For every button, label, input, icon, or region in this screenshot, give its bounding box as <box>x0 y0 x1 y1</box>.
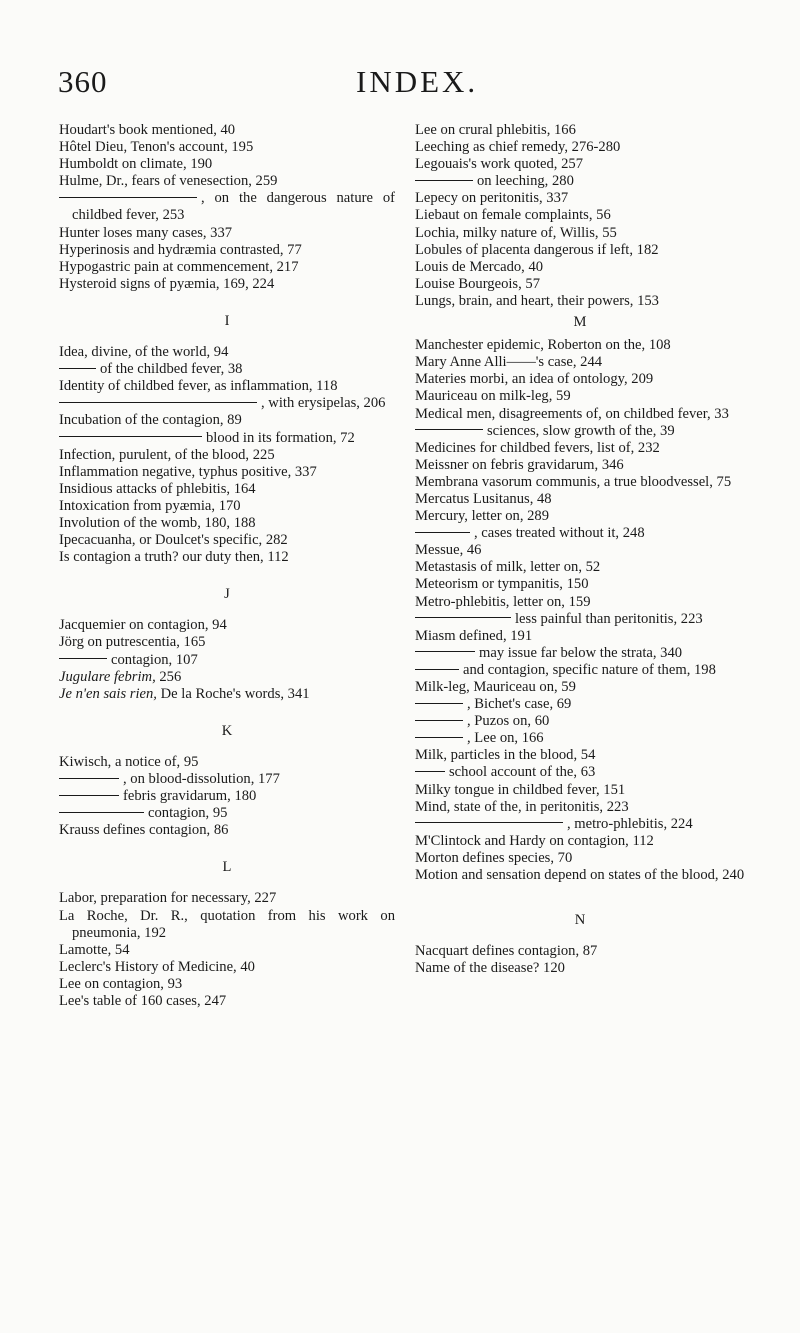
index-entry: Hunter loses many cases, 337 <box>59 224 233 241</box>
page-header <box>0 64 800 104</box>
index-entry: Membrana vasorum communis, a true bloodvessel, 75 <box>415 473 732 490</box>
index-entry: Idea, divine, of the world, 94 <box>59 344 229 361</box>
index-entry: Name of the disease? 120 <box>415 960 565 977</box>
section-letter: L <box>222 859 232 876</box>
index-entry: Lee on crural phlebitis, 166 <box>415 122 576 138</box>
index-column-left <box>59 122 395 1010</box>
index-entry: Metro-phlebitis, letter on, 159 <box>415 593 591 610</box>
index-subentry: may issue far below the strata, 340 <box>415 645 745 662</box>
index-entry: Is contagion a truth? our duty then, 112 <box>59 549 289 566</box>
index-subentry: , Lee on, 166 <box>415 730 745 747</box>
ditto-dash <box>415 651 475 652</box>
index-entry: Jacquemier on contagion, 94 <box>59 617 227 634</box>
ditto-dash <box>415 617 511 618</box>
section-spacer <box>59 839 395 859</box>
index-subentry: febris gravidarum, 180 <box>59 788 395 805</box>
index-subentry: , with erysipelas, 206 <box>59 395 395 412</box>
index-subentry: blood in its formation, 72 <box>59 430 395 447</box>
index-entry: Houdart's book mentioned, 40 <box>59 122 236 138</box>
index-subentry: school account of the, 63 <box>415 764 745 781</box>
index-entry: Infection, purulent, of the blood, 225 <box>59 446 275 463</box>
index-entry: Krauss defines contagion, 86 <box>59 822 229 839</box>
index-entry: Leclerc's History of Medicine, 40 <box>59 958 255 975</box>
section-letter: I <box>224 312 230 329</box>
ditto-dash <box>415 669 459 670</box>
section-spacer <box>59 703 395 723</box>
index-entry: Lee on contagion, 93 <box>59 975 183 992</box>
index-subentry: , Bichet's case, 69 <box>415 696 745 713</box>
ditto-dash <box>415 703 463 704</box>
index-entry: Mind, state of the, in peritonitis, 223 <box>415 798 629 815</box>
index-entry: Mercatus Lusitanus, 48 <box>415 490 552 507</box>
index-subentry: on leeching, 280 <box>415 173 745 190</box>
ditto-dash <box>415 720 463 721</box>
index-entry: Identity of childbed fever, as inflammation, 118 <box>59 378 338 395</box>
page-title: INDEX. <box>356 64 479 99</box>
section-spacer <box>415 884 745 912</box>
index-entry: Meteorism or tympanitis, 150 <box>415 576 589 593</box>
index-entry: Hysteroid signs of pyæmia, 169, 224 <box>59 275 275 292</box>
index-entry: Involution of the womb, 180, 188 <box>59 514 256 531</box>
index-entry: Jugulare febrim, 256 <box>59 668 182 685</box>
ditto-dash <box>59 812 144 813</box>
index-entry: Leeching as chief remedy, 276-280 <box>415 139 621 156</box>
index-subentry: , cases treated without it, 248 <box>415 525 745 542</box>
ditto-dash <box>59 436 202 437</box>
index-column-right <box>415 122 745 977</box>
index-entry: Milky tongue in childbed fever, 151 <box>415 781 626 798</box>
index-entry: Hôtel Dieu, Tenon's account, 195 <box>59 139 254 156</box>
index-subentry: contagion, 95 <box>59 805 395 822</box>
section-letter: K <box>221 722 233 739</box>
index-entry: Milk-leg, Mauriceau on, 59 <box>415 679 576 695</box>
ditto-dash <box>59 658 107 659</box>
index-entry: Mary Anne Alli——'s case, 244 <box>415 354 603 371</box>
index-entry: Labor, preparation for necessary, 227 <box>59 890 277 907</box>
index-entry: Medicines for childbed fevers, list of, 232 <box>415 439 660 456</box>
index-entry: Kiwisch, a notice of, 95 <box>59 753 199 770</box>
ditto-dash <box>59 795 119 796</box>
section-spacer <box>59 740 395 754</box>
index-entry: Manchester epidemic, Roberton on the, 108 <box>415 337 671 354</box>
ditto-dash <box>59 197 197 198</box>
ditto-dash <box>59 402 257 403</box>
index-entry: Hyperinosis and hydræmia contrasted, 77 <box>59 241 302 258</box>
index-entry: M'Clintock and Hardy on contagion, 112 <box>415 832 654 849</box>
section-spacer <box>59 330 395 344</box>
index-entry: Nacquart defines contagion, 87 <box>415 943 598 960</box>
index-entry: Ipecacuanha, or Doulcet's specific, 282 <box>59 532 288 549</box>
index-entry: Lamotte, 54 <box>59 941 130 958</box>
index-entry: Messue, 46 <box>415 542 482 559</box>
index-entry: La Roche, Dr. R., quotation from his work on pneumonia, 192 <box>59 907 395 941</box>
index-subentry: of the childbed fever, 38 <box>59 361 395 378</box>
page-number: 360 <box>58 64 108 99</box>
index-subentry: , metro-phlebitis, 224 <box>415 816 745 833</box>
index-entry: Materies morbi, an idea of ontology, 209 <box>415 371 654 388</box>
index-entry: Miasm defined, 191 <box>415 627 533 644</box>
index-subentry: , on the dangerous nature of childbed fever, 253 <box>59 190 395 224</box>
section-spacer <box>415 929 745 943</box>
index-entry: Hypogastric pain at commencement, 217 <box>59 258 299 275</box>
index-entry: Jörg on putrescentia, 165 <box>59 634 206 651</box>
ditto-dash <box>415 771 445 772</box>
index-entry: Lee's table of 160 cases, 247 <box>59 993 227 1010</box>
index-entry: Intoxication from pyæmia, 170 <box>59 497 241 514</box>
index-subentry: and contagion, specific nature of them, 198 <box>415 662 745 679</box>
section-spacer <box>59 603 395 617</box>
index-entry: Incubation of the contagion, 89 <box>59 412 242 429</box>
index-entry: Je n'en sais rien, De la Roche's words, 341 <box>59 685 310 702</box>
ditto-dash <box>415 822 563 823</box>
index-entry: Lobules of placenta dangerous if left, 182 <box>415 241 659 258</box>
ditto-dash <box>415 429 483 430</box>
section-spacer <box>59 876 395 890</box>
index-subentry: , on blood-dissolution, 177 <box>59 771 395 788</box>
index-entry: Hulme, Dr., fears of venesection, 259 <box>59 173 278 190</box>
section-letter: N <box>574 912 586 929</box>
index-subentry: , Puzos on, 60 <box>415 713 745 730</box>
index-entry: Medical men, disagreements of, on childbed fever, 33 <box>415 405 729 422</box>
index-entry: Mercury, letter on, 289 <box>415 508 550 525</box>
index-entry: Milk, particles in the blood, 54 <box>415 747 596 764</box>
index-entry: Meissner on febris gravidarum, 346 <box>415 456 624 473</box>
index-subentry: sciences, slow growth of the, 39 <box>415 423 745 440</box>
ditto-dash <box>59 778 119 779</box>
index-subentry: less painful than peritonitis, 223 <box>415 611 745 628</box>
ditto-dash <box>59 368 96 369</box>
index-entry: Legouais's work quoted, 257 <box>415 156 583 173</box>
index-entry: Motion and sensation depend on states of the blood, 240 <box>415 867 745 884</box>
index-entry: Humboldt on climate, 190 <box>59 156 213 173</box>
section-spacer <box>59 293 395 313</box>
index-entry: Insidious attacks of phlebitis, 164 <box>59 480 256 497</box>
ditto-dash <box>415 532 470 533</box>
index-entry: Louise Bourgeois, 57 <box>415 275 540 292</box>
index-entry: Lochia, milky nature of, Willis, 55 <box>415 224 617 241</box>
index-entry: Louis de Mercado, 40 <box>415 258 544 275</box>
index-entry: Inflammation negative, typhus positive, 337 <box>59 463 317 480</box>
section-letter: M <box>573 314 587 331</box>
index-entry: Lepecy on peritonitis, 337 <box>415 190 569 207</box>
index-entry: Lungs, brain, and heart, their powers, 153 <box>415 292 659 309</box>
index-entry: Morton defines species, 70 <box>415 849 573 866</box>
index-subentry: contagion, 107 <box>59 652 395 669</box>
index-entry: Metastasis of milk, letter on, 52 <box>415 559 601 576</box>
section-spacer <box>59 566 395 586</box>
ditto-dash <box>415 737 463 738</box>
index-entry: Mauriceau on milk-leg, 59 <box>415 388 571 405</box>
ditto-dash <box>415 180 473 181</box>
section-letter: J <box>224 586 230 603</box>
index-entry: Liebaut on female complaints, 56 <box>415 207 611 224</box>
